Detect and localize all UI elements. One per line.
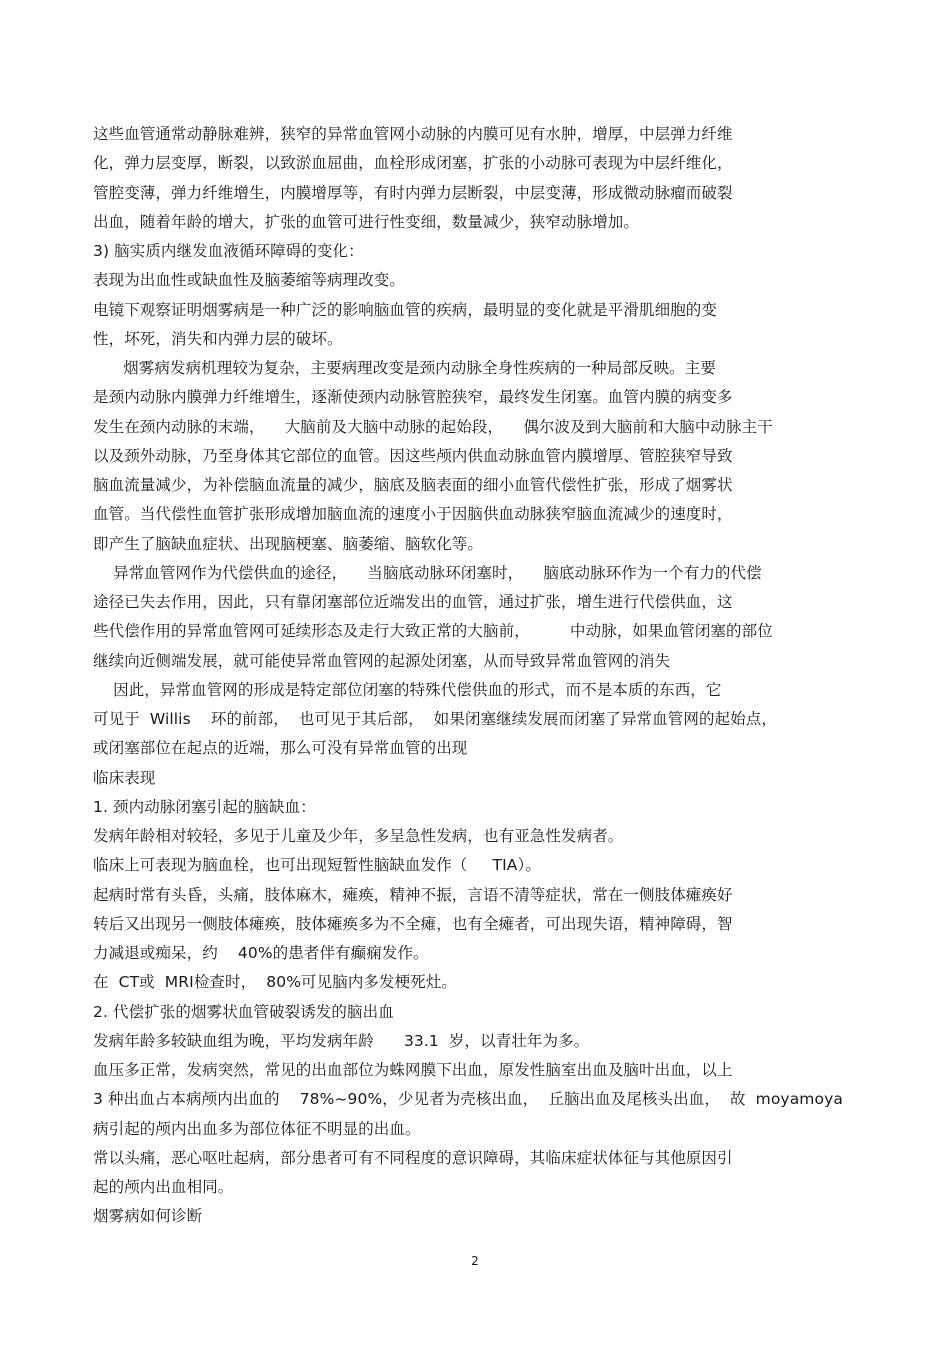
- text-line: 以及颈外动脉，乃至身体其它部位的血管。因这些颅内供血动脉血管内膜增厚、管腔狭窄导致: [93, 446, 733, 465]
- text-line: 出血，随着年龄的增大，扩张的血管可进行性变细，数量减少，狭窄动脉增加。: [93, 212, 640, 231]
- text-line: 力减退或痴呆，约 40%的患者伴有癫痫发作。: [93, 944, 429, 962]
- text-line: 性，坏死，消失和内弹力层的破坏。: [93, 329, 343, 348]
- text-line: 发病年龄相对较轻，多见于儿童及少年，多呈急性发病，也有亚急性发病者。: [93, 827, 624, 845]
- body-text: [93, 120, 893, 1232]
- text-line: 途径已失去作用，因此，只有靠闭塞部位近端发出的血管，通过扩张，增生进行代偿供血，这: [93, 593, 733, 611]
- text-line: 血管。当代偿性血管扩张形成增加脑血流的速度小于因脑供血动脉狭窄脑血流减少的速度时，: [93, 505, 733, 524]
- page-number: 2: [471, 1254, 479, 1268]
- text-line: 转后又出现另一侧肢体瘫痪，肢体瘫痪多为不全瘫，也有全瘫者，可出现失语，精神障碍，智: [93, 914, 733, 933]
- text-line: 可见于 Willis 环的前部， 也可见于其后部， 如果闭塞继续发展而闭塞了异常血管网的起始点，: [93, 710, 777, 728]
- text-line: 1. 颈内动脉闭塞引起的脑缺血：: [93, 797, 316, 816]
- text-line: 表现为出血性或缺血性及脑萎缩等病理改变。: [93, 271, 406, 290]
- text-line: 起病时常有头昏，头痛，肢体麻木，瘫痪，精神不振，言语不清等症状，常在一侧肢体瘫痪好: [93, 885, 733, 904]
- text-line: 些代偿作用的异常血管网可延续形态及走行大致正常的大脑前， 中动脉，如果血管闭塞的部位: [93, 622, 773, 641]
- text-line: 临床表现: [93, 768, 156, 787]
- text-line: 继续向近侧端发展，就可能使异常血管网的起源处闭塞，从而导致异常血管网的消失: [93, 651, 671, 670]
- text-line: 是颈内动脉内膜弹力纤维增生，逐渐使颈内动脉管腔狭窄，最终发生闭塞。血管内膜的病变多: [93, 388, 733, 407]
- text-line: 2. 代偿扩张的烟雾状血管破裂诱发的脑出血: [93, 1002, 394, 1021]
- text-line: 烟雾病如何诊断: [93, 1207, 203, 1226]
- text-line: 病引起的颅内出血多为部位体征不明显的出血。: [93, 1119, 421, 1138]
- text-line: 常以头痛，恶心呕吐起病，部分患者可有不同程度的意识障碍，其临床症状体征与其他原因引: [93, 1148, 733, 1167]
- text-line: 因此，异常血管网的形成是特定部位闭塞的特殊代偿供血的形式，而不是本质的东西，它: [93, 680, 722, 699]
- text-line: 发生在颈内动脉的末端， 大脑前及大脑中动脉的起始段， 偶尔波及到大脑前和大脑中动脉主干: [93, 417, 773, 436]
- text-line: 烟雾病发病机理较为复杂，主要病理改变是颈内动脉全身性疾病的一种局部反映。主要: [93, 359, 716, 377]
- text-line: 起的颅内出血相同。: [93, 1178, 234, 1196]
- text-line: 发病年龄多较缺血组为晚，平均发病年龄 33.1 岁，以青壮年为多。: [93, 1031, 590, 1050]
- text-line: 3) 脑实质内继发血液循环障碍的变化：: [93, 242, 364, 260]
- text-line: 管腔变薄，弹力纤维增生，内膜增厚等，有时内弹力层断裂，中层变薄，形成微动脉瘤而破裂: [93, 183, 733, 202]
- text-line: 血压多正常，发病突然，常见的出血部位为蛛网膜下出血，原发性脑室出血及脑叶出血，以上: [93, 1061, 733, 1079]
- text-line: 3 种出血占本病颅内出血的 78%~90%，少见者为壳核出血， 丘脑出血及尾核头出血， 故 moyamoya: [93, 1090, 843, 1109]
- text-line: 这些血管通常动静脉难辨，狭窄的异常血管网小动脉的内膜可见有水肿，增厚，中层弹力纤维: [93, 125, 733, 143]
- text-line: 或闭塞部位在起点的近端，那么可没有异常血管的出现: [93, 739, 468, 758]
- text-line: 在 CT或 MRI检查时， 80%可见脑内多发梗死灶。: [93, 973, 458, 992]
- text-line: 即产生了脑缺血症状、出现脑梗塞、脑萎缩、脑软化等。: [93, 534, 484, 553]
- text-line: 化，弹力层变厚，断裂，以致淤血屈曲，血栓形成闭塞，扩张的小动脉可表现为中层纤维化，: [93, 154, 733, 173]
- text-line: 临床上可表现为脑血栓，也可出现短暂性脑缺血发作（ TIA）。: [93, 856, 541, 875]
- text-line: 电镜下观察证明烟雾病是一种广泛的影响脑血管的疾病，最明显的变化就是平滑肌细胞的变: [93, 300, 718, 319]
- text-line: 脑血流量减少，为补偿脑血流量的减少，脑底及脑表面的细小血管代偿性扩张，形成了烟雾状: [93, 476, 733, 494]
- text-line: 异常血管网作为代偿供血的途径， 当脑底动脉环闭塞时， 脑底动脉环作为一个有力的代偿: [93, 563, 762, 582]
